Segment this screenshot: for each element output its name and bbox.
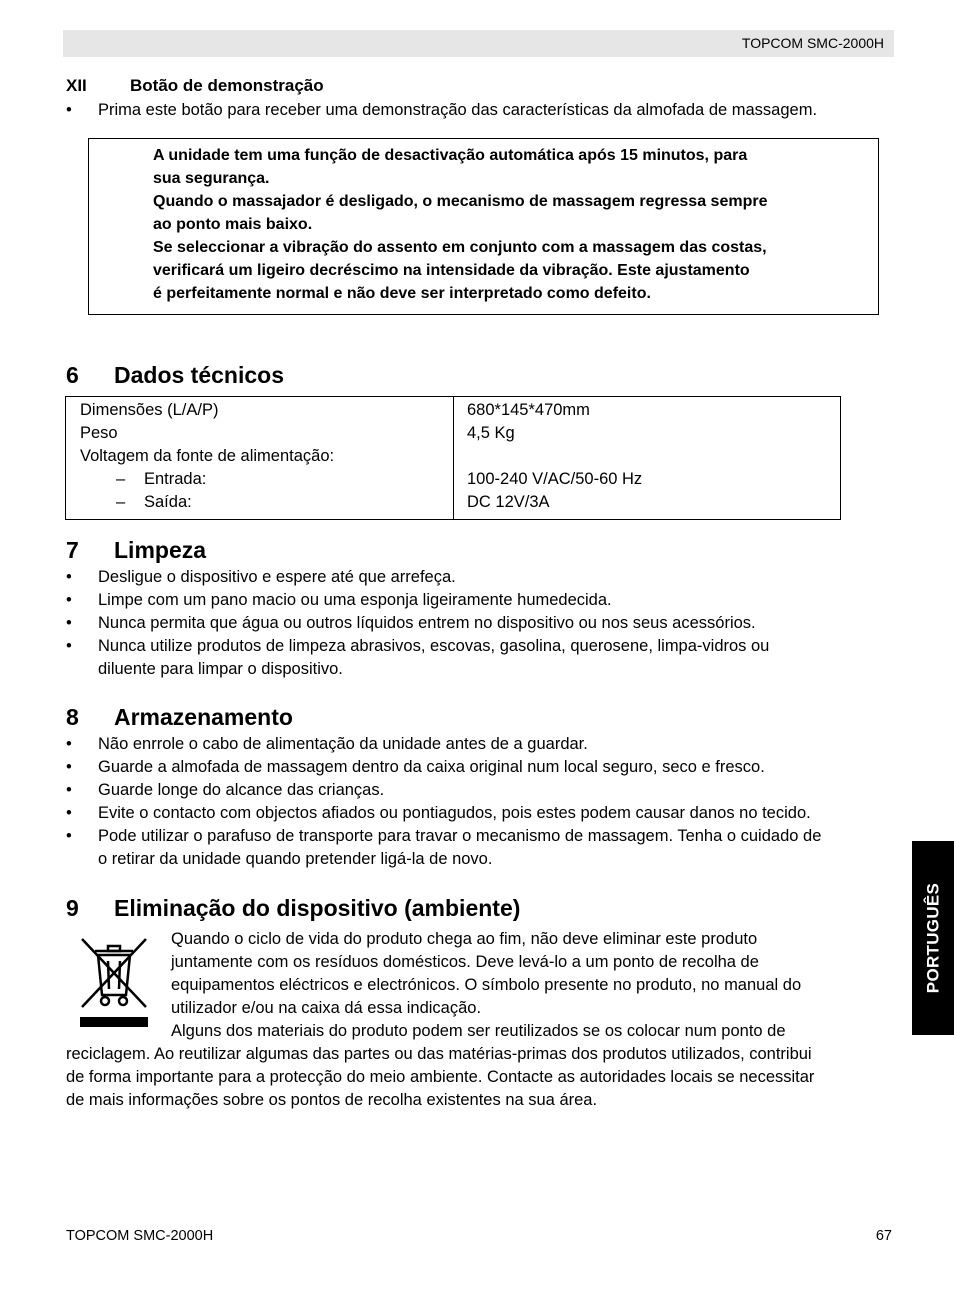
list-item — [66, 566, 769, 589]
section-number: 8 — [66, 704, 79, 730]
note-line: ao ponto mais baixo. — [153, 216, 313, 233]
note-line: é perfeitamente normal e não deve ser interpretado como defeito. — [153, 285, 651, 302]
table-row — [80, 468, 450, 491]
list-item-text: o retirar da unidade quando pretender ligá-la de novo. — [98, 850, 493, 868]
spec-label: Saída: — [144, 493, 192, 511]
section-number: 9 — [66, 895, 79, 921]
section-title: Armazenamento — [114, 704, 293, 730]
dash: – — [116, 470, 126, 488]
spec-label: Voltagem da fonte de alimentação: — [80, 447, 335, 465]
list-item — [66, 733, 821, 756]
list-item-text: Evite o contacto com objectos afiados ou pontiagudos, pois estes podem causar danos no tecido. — [98, 804, 811, 822]
section-number: 7 — [66, 537, 79, 563]
spec-value: 4,5 Kg — [467, 424, 515, 442]
spec-label: Entrada: — [144, 470, 207, 488]
header-bar — [63, 30, 894, 57]
list-item-text: Guarde a almofada de massagem dentro da caixa original num local seguro, seco e fresco. — [98, 758, 765, 776]
note-line: Quando o massajador é desligado, o mecanismo de massagem regressa sempre — [153, 193, 768, 210]
list-item — [66, 779, 821, 802]
subsection-title: Botão de demonstração — [130, 76, 324, 95]
section-heading-9 — [66, 893, 520, 923]
subsection-heading — [66, 74, 324, 97]
environment-text — [66, 928, 892, 1112]
text-line: juntamente com os resíduos domésticos. Deve levá-lo a um ponto de recolha de — [171, 953, 759, 971]
text-line: reciclagem. Ao reutilizar algumas das partes ou das matérias-primas dos produtos utilizados, contribui — [66, 1045, 812, 1063]
table-row — [80, 445, 450, 468]
section-heading-7 — [66, 535, 206, 565]
list-item — [66, 802, 821, 825]
list-item-text: Desligue o dispositivo e espere até que arrefeça. — [98, 568, 456, 586]
section-title: Eliminação do dispositivo (ambiente) — [114, 895, 521, 921]
list-item — [66, 612, 769, 635]
list-item — [66, 825, 821, 871]
text-line: Quando o ciclo de vida do produto chega ao fim, não deve eliminar este produto — [171, 930, 758, 948]
page-number: 67 — [875, 1228, 892, 1244]
spec-table — [65, 396, 841, 520]
list-item-text: • Pode utilizar o parafuso de transporte para travar o mecanismo de massagem. Tenha o cuidado de — [98, 827, 822, 845]
table-row — [80, 422, 450, 445]
subsection-number: XII — [66, 76, 87, 95]
note-line: A unidade tem uma função de desactivação automática após 15 minutos, para — [153, 147, 748, 164]
note-box — [88, 138, 879, 315]
spec-value: DC 12V/3A — [467, 493, 550, 511]
table-divider — [453, 397, 454, 519]
list-item — [66, 756, 821, 779]
text-line: Alguns dos materiais do produto podem ser reutilizados se os colocar num ponto de — [171, 1022, 786, 1040]
table-row — [80, 399, 450, 422]
subsection-bullets — [66, 99, 817, 122]
section-title: Limpeza — [114, 537, 207, 563]
spec-value: 680*145*470mm — [467, 401, 590, 419]
list-item — [66, 635, 769, 681]
list-item-text: diluente para limpar o dispositivo. — [98, 660, 343, 678]
list-item-text: • Nunca utilize produtos de limpeza abrasivos, escovas, gasolina, querosene, limpa-vidros ou — [98, 637, 770, 655]
spec-label: Dimensões (L/A/P) — [80, 401, 219, 419]
cleaning-bullets — [66, 566, 769, 681]
list-item-text: Nunca permita que água ou outros líquidos entrem no dispositivo ou nos seus acessórios. — [98, 614, 756, 632]
footer-title: TOPCOM SMC-2000H — [66, 1228, 214, 1244]
section-heading-8 — [66, 702, 293, 732]
spec-value: 100-240 V/AC/50-60 Hz — [467, 470, 643, 488]
text-line: de mais informações sobre os pontos de recolha existentes na sua área. — [66, 1091, 598, 1109]
language-tab-label: PORTUGUÊS — [923, 882, 943, 994]
list-item: • Prima este botão para receber uma demonstração das características da almofada de massagem. — [66, 99, 817, 122]
header-title: TOPCOM SMC-2000H — [741, 35, 884, 51]
dash: – — [116, 493, 126, 511]
storage-bullets — [66, 733, 821, 871]
text-line: utilizador e/ou na caixa dá essa indicação. — [171, 999, 482, 1017]
section-number: 6 — [66, 362, 79, 388]
list-item-text: Limpe com um pano macio ou uma esponja ligeiramente humedecida. — [98, 591, 612, 609]
list-item — [66, 589, 769, 612]
table-row — [80, 491, 450, 514]
section-heading-6 — [66, 360, 284, 390]
section-title: Dados técnicos — [114, 362, 284, 388]
note-line: sua segurança. — [153, 170, 270, 187]
note-line: Se seleccionar a vibração do assento em conjunto com a massagem das costas, — [153, 239, 767, 256]
note-line: verificará um ligeiro decréscimo na intensidade da vibração. Este ajustamento — [153, 262, 750, 279]
language-tab — [912, 841, 954, 1035]
note-text — [153, 144, 863, 305]
list-item-text: Não enrrole o cabo de alimentação da unidade antes de a guardar. — [98, 735, 588, 753]
spec-values — [467, 399, 827, 514]
list-item-text: Guarde longe do alcance das crianças. — [98, 781, 385, 799]
text-line: equipamentos eléctricos e electrónicos. O símbolo presente no produto, no manual do — [171, 976, 802, 994]
spec-value — [467, 445, 827, 468]
spec-label: Peso — [80, 424, 118, 442]
spec-labels — [80, 399, 450, 514]
text-line: de forma importante para a protecção do meio ambiente. Contacte as autoridades locais se necessitar — [66, 1068, 815, 1086]
